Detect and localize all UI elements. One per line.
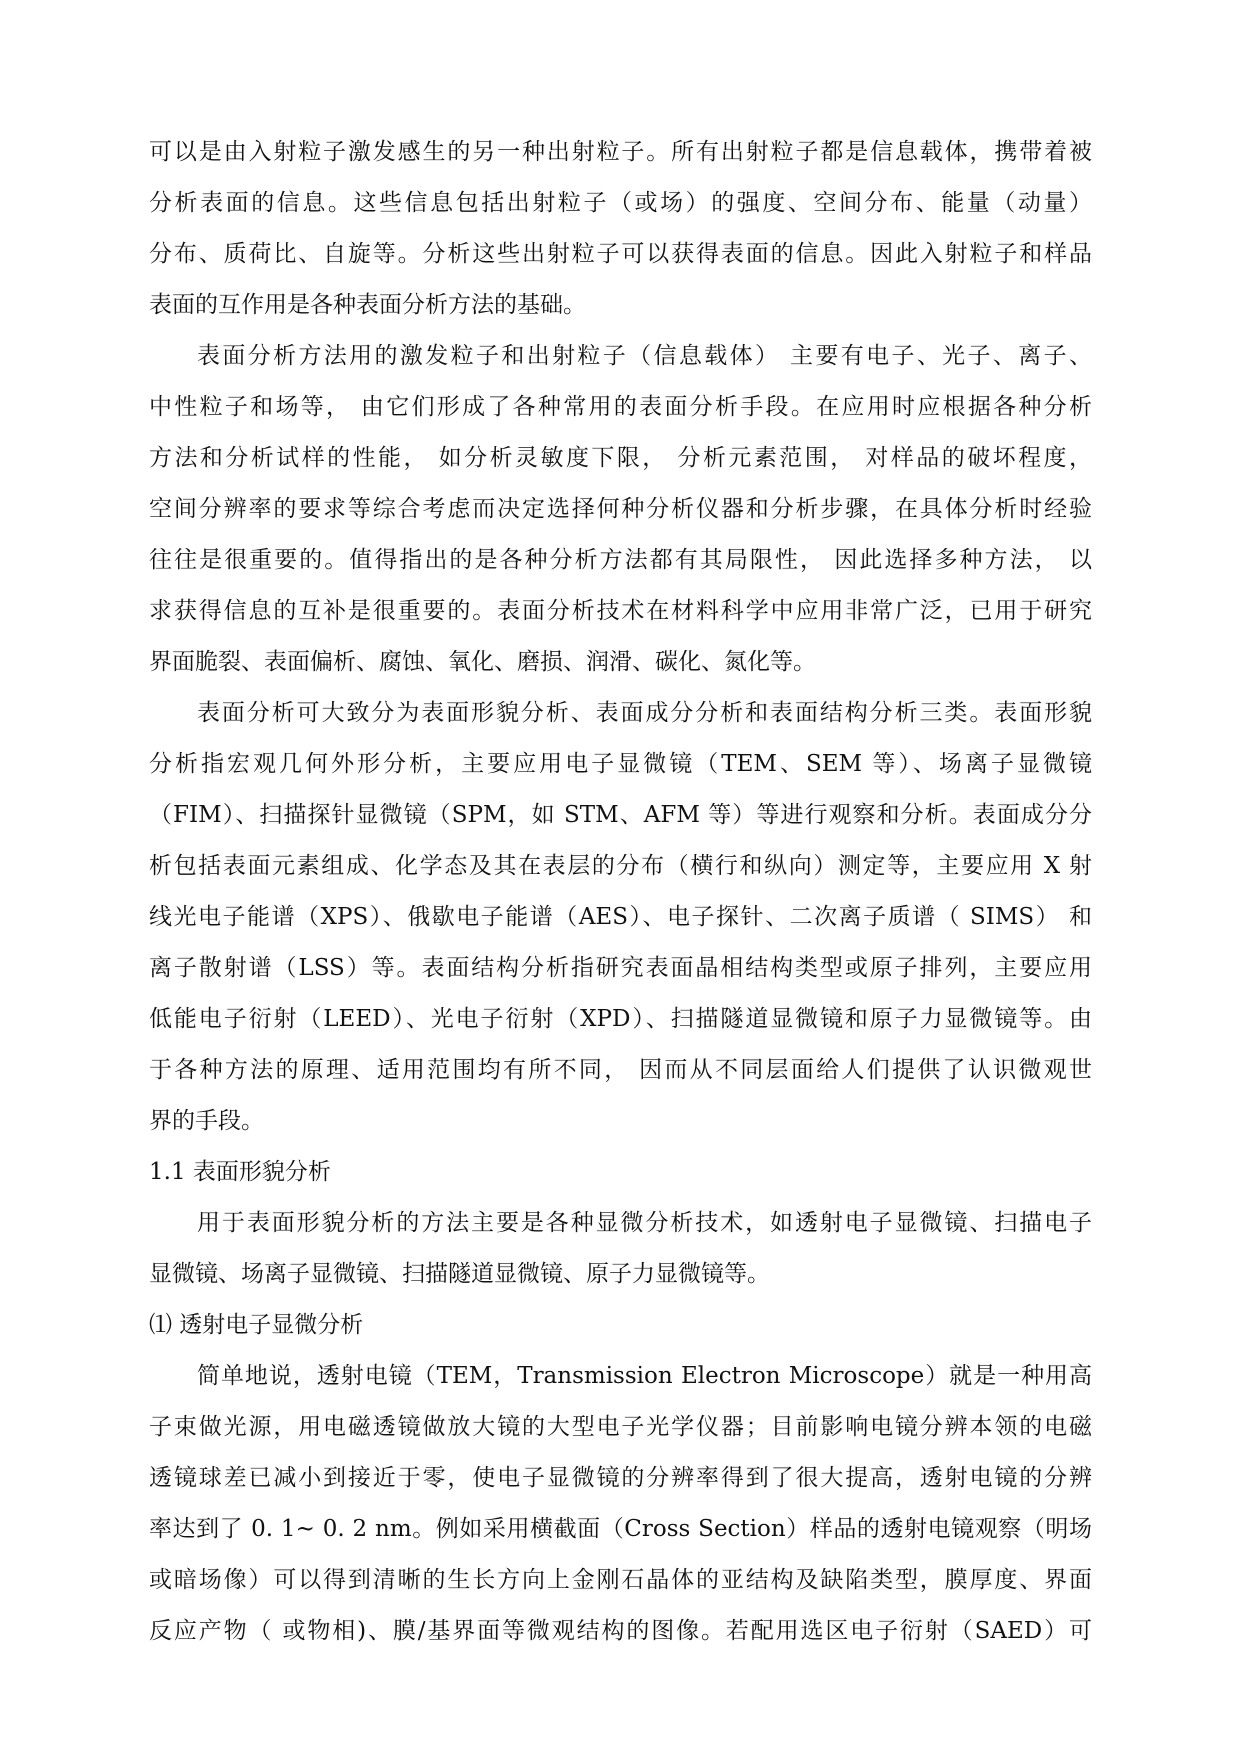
text-line: 空间分辨率的要求等综合考虑而决定选择何种分析仪器和分析步骤，在具体分析时经验 bbox=[149, 496, 1092, 522]
text-line: 分析指宏观几何外形分析，主要应用电子显微镜（TEM、SEM 等）、场离子显微镜 bbox=[149, 751, 1092, 777]
text-line: 表面分析可大致分为表面形貌分析、表面成分分析和表面结构分析三类。表面形貌 bbox=[197, 700, 1092, 726]
paragraph bbox=[149, 1351, 1092, 1657]
text-line: 分布、质荷比、自旋等。分析这些出射粒子可以获得表面的信息。因此入射粒子和样品 bbox=[149, 241, 1092, 267]
subsection-heading: ⑴ 透射电子显微分析 bbox=[149, 1312, 364, 1338]
text-line: 显微镜、场离子显微镜、扫描隧道显微镜、原子力显微镜等。 bbox=[149, 1261, 770, 1287]
text-line: 界面脆裂、表面偏析、腐蚀、氧化、磨损、润滑、碳化、氮化等。 bbox=[149, 649, 816, 675]
text-line: 子束做光源，用电磁透镜做放大镜的大型电子光学仪器；目前影响电镜分辨本领的电磁 bbox=[149, 1414, 1092, 1440]
section-heading: 1.1 表面形貌分析 bbox=[149, 1159, 331, 1185]
text-line: 简单地说，透射电镜（TEM，Transmission Electron Microscope）就是一种用高 bbox=[197, 1363, 1092, 1389]
text-line: 中性粒子和场等， 由它们形成了各种常用的表面分析手段。在应用时应根据各种分析 bbox=[149, 394, 1092, 420]
paragraph bbox=[149, 331, 1092, 688]
text-line: 用于表面形貌分析的方法主要是各种显微分析技术，如透射电子显微镜、扫描电子 bbox=[197, 1210, 1092, 1236]
text-line: 界的手段。 bbox=[149, 1108, 264, 1134]
text-line: 于各种方法的原理、适用范围均有所不同， 因而从不同层面给人们提供了认识微观世 bbox=[149, 1057, 1092, 1083]
text-line: 求获得信息的互补是很重要的。表面分析技术在材料科学中应用非常广泛，已用于研究 bbox=[149, 598, 1092, 624]
text-line: 分析表面的信息。这些信息包括出射粒子（或场）的强度、空间分布、能量（动量） bbox=[149, 190, 1092, 216]
document-body bbox=[149, 127, 1092, 1657]
paragraph bbox=[149, 1198, 1092, 1300]
text-line: 析包括表面元素组成、化学态及其在表层的分布（横行和纵向）测定等，主要应用 X 射 bbox=[149, 853, 1092, 879]
text-line: 离子散射谱（LSS）等。表面结构分析指研究表面晶相结构类型或原子排列，主要应用 bbox=[149, 955, 1092, 981]
text-line: 方法和分析试样的性能， 如分析灵敏度下限， 分析元素范围， 对样品的破坏程度， bbox=[149, 445, 1092, 471]
text-line: 可以是由入射粒子激发感生的另一种出射粒子。所有出射粒子都是信息载体，携带着被 bbox=[149, 139, 1092, 165]
text-line: 反应产物（ 或物相)、膜/基界面等微观结构的图像。若配用选区电子衍射（SAED）可 bbox=[149, 1618, 1092, 1644]
paragraph bbox=[149, 688, 1092, 1147]
text-line: 或暗场像）可以得到清晰的生长方向上金刚石晶体的亚结构及缺陷类型，膜厚度、界面 bbox=[149, 1567, 1092, 1593]
text-line: （FIM）、扫描探针显微镜（SPM，如 STM、AFM 等）等进行观察和分析。表面成分分 bbox=[149, 802, 1092, 828]
text-line: 低能电子衍射（LEED）、光电子衍射（XPD）、扫描隧道显微镜和原子力显微镜等。由 bbox=[149, 1006, 1092, 1032]
paragraph bbox=[149, 127, 1092, 331]
text-line: 线光电子能谱（XPS）、俄歇电子能谱（AES）、电子探针、二次离子质谱（ SIMS） 和 bbox=[149, 904, 1092, 930]
text-line: 表面的互作用是各种表面分析方法的基础。 bbox=[149, 292, 586, 318]
text-line: 透镜球差已减小到接近于零，使电子显微镜的分辨率得到了很大提高，透射电镜的分辨 bbox=[149, 1465, 1092, 1491]
text-line: 表面分析方法用的激发粒子和出射粒子（信息载体） 主要有电子、光子、离子、 bbox=[197, 343, 1092, 369]
text-line: 往往是很重要的。值得指出的是各种分析方法都有其局限性， 因此选择多种方法， 以 bbox=[149, 547, 1092, 573]
text-line: 率达到了 0. 1~ 0. 2 nm。例如采用横截面（Cross Section）样品的透射电镜观察（明场 bbox=[149, 1516, 1092, 1542]
